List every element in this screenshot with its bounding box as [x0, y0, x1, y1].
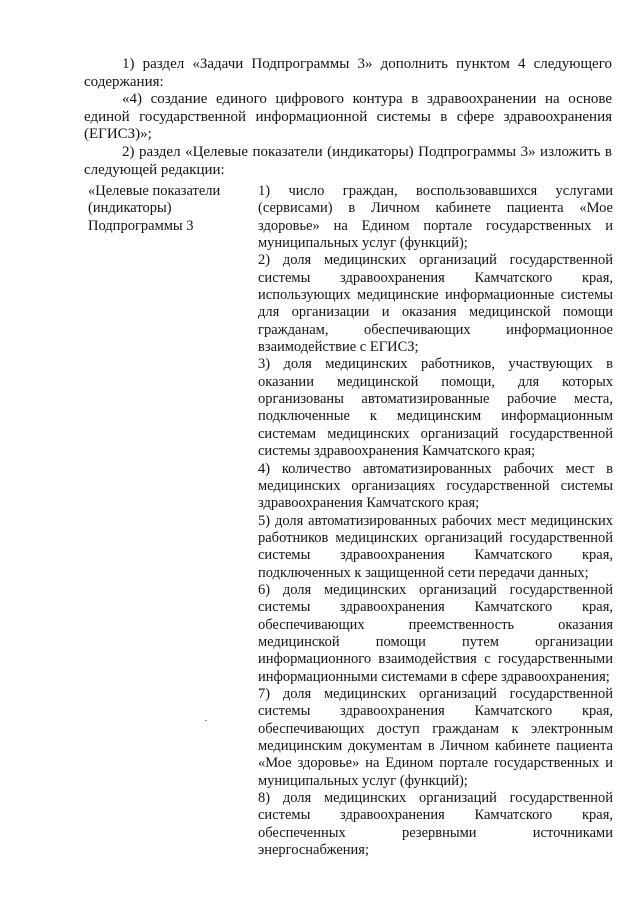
paragraph-tasks-amendment: 1) раздел «Задачи Подпрограммы 3» дополнить пунктом 4 следующего содержания: [84, 56, 612, 90]
indicators-section-label: «Целевые показатели (индикаторы) Подпрограммы 3 [88, 183, 221, 234]
indicator-item: 1) число граждан, воспользовавшихся услугами (сервисами) в Личном кабинете пациента «Мое здоровье» на Едином портале государственных и муниципальных услуг (функций); [258, 183, 613, 252]
paragraph-new-task-4: «4) создание единого цифрового контура в здравоохранении на основе единой государственной информационной системы в сфере здравоохранения (ЕГИСЗ)»; [84, 91, 612, 143]
paragraph-indicators-amendment: 2) раздел «Целевые показатели (индикаторы) Подпрограммы 3» изложить в следующей редакции: [84, 143, 612, 178]
indicators-list [258, 183, 613, 859]
indicator-item: 5) доля автоматизированных рабочих мест медицинских работников медицинских организаций государственной системы здравоохранения Камчатского края, подключенных к защищенной сети передачи данных; [258, 512, 613, 581]
indicator-item: 8) доля медицинских организаций государственной системы здравоохранения Камчатского края, обеспеченных резервными источниками энергоснабжения; [258, 790, 613, 859]
indicator-item: 4) количество автоматизированных рабочих мест в медицинских организациях государственной системы здравоохранения Камчатского края; [258, 460, 613, 512]
intro-text [84, 56, 612, 179]
indicator-item: 7) доля медицинских организаций государственной системы здравоохранения Камчатского края, обеспечивающих доступ гражданам к электронным медицинским документам в Личном кабинете пациента «Мое здоровье» на Едином портале государственных и муниципальных услуг (функций); [258, 685, 613, 789]
indicator-item: 6) доля медицинских организаций государственной системы здравоохранения Камчатского края, обеспечивающих преемственность оказания медицинской помощи путем организации информационного взаимодействия с государственными информационными системами в сфере здравоохранения; [258, 581, 613, 685]
scan-speck [205, 720, 207, 721]
indicator-item: 3) доля медицинских работников, участвующих в оказании медицинской помощи, для которых организованы автоматизированные рабочие места, подключенные к медицинским информационным системам медицинских организаций государственной системы здравоохранения Камчатского края; [258, 356, 613, 460]
indicator-item: 2) доля медицинских организаций государственной системы здравоохранения Камчатского края, использующих медицинские информационные системы для организации и оказания медицинской помощи гражданам, обеспечивающих информационное взаимодействие с ЕГИСЗ; [258, 252, 613, 356]
